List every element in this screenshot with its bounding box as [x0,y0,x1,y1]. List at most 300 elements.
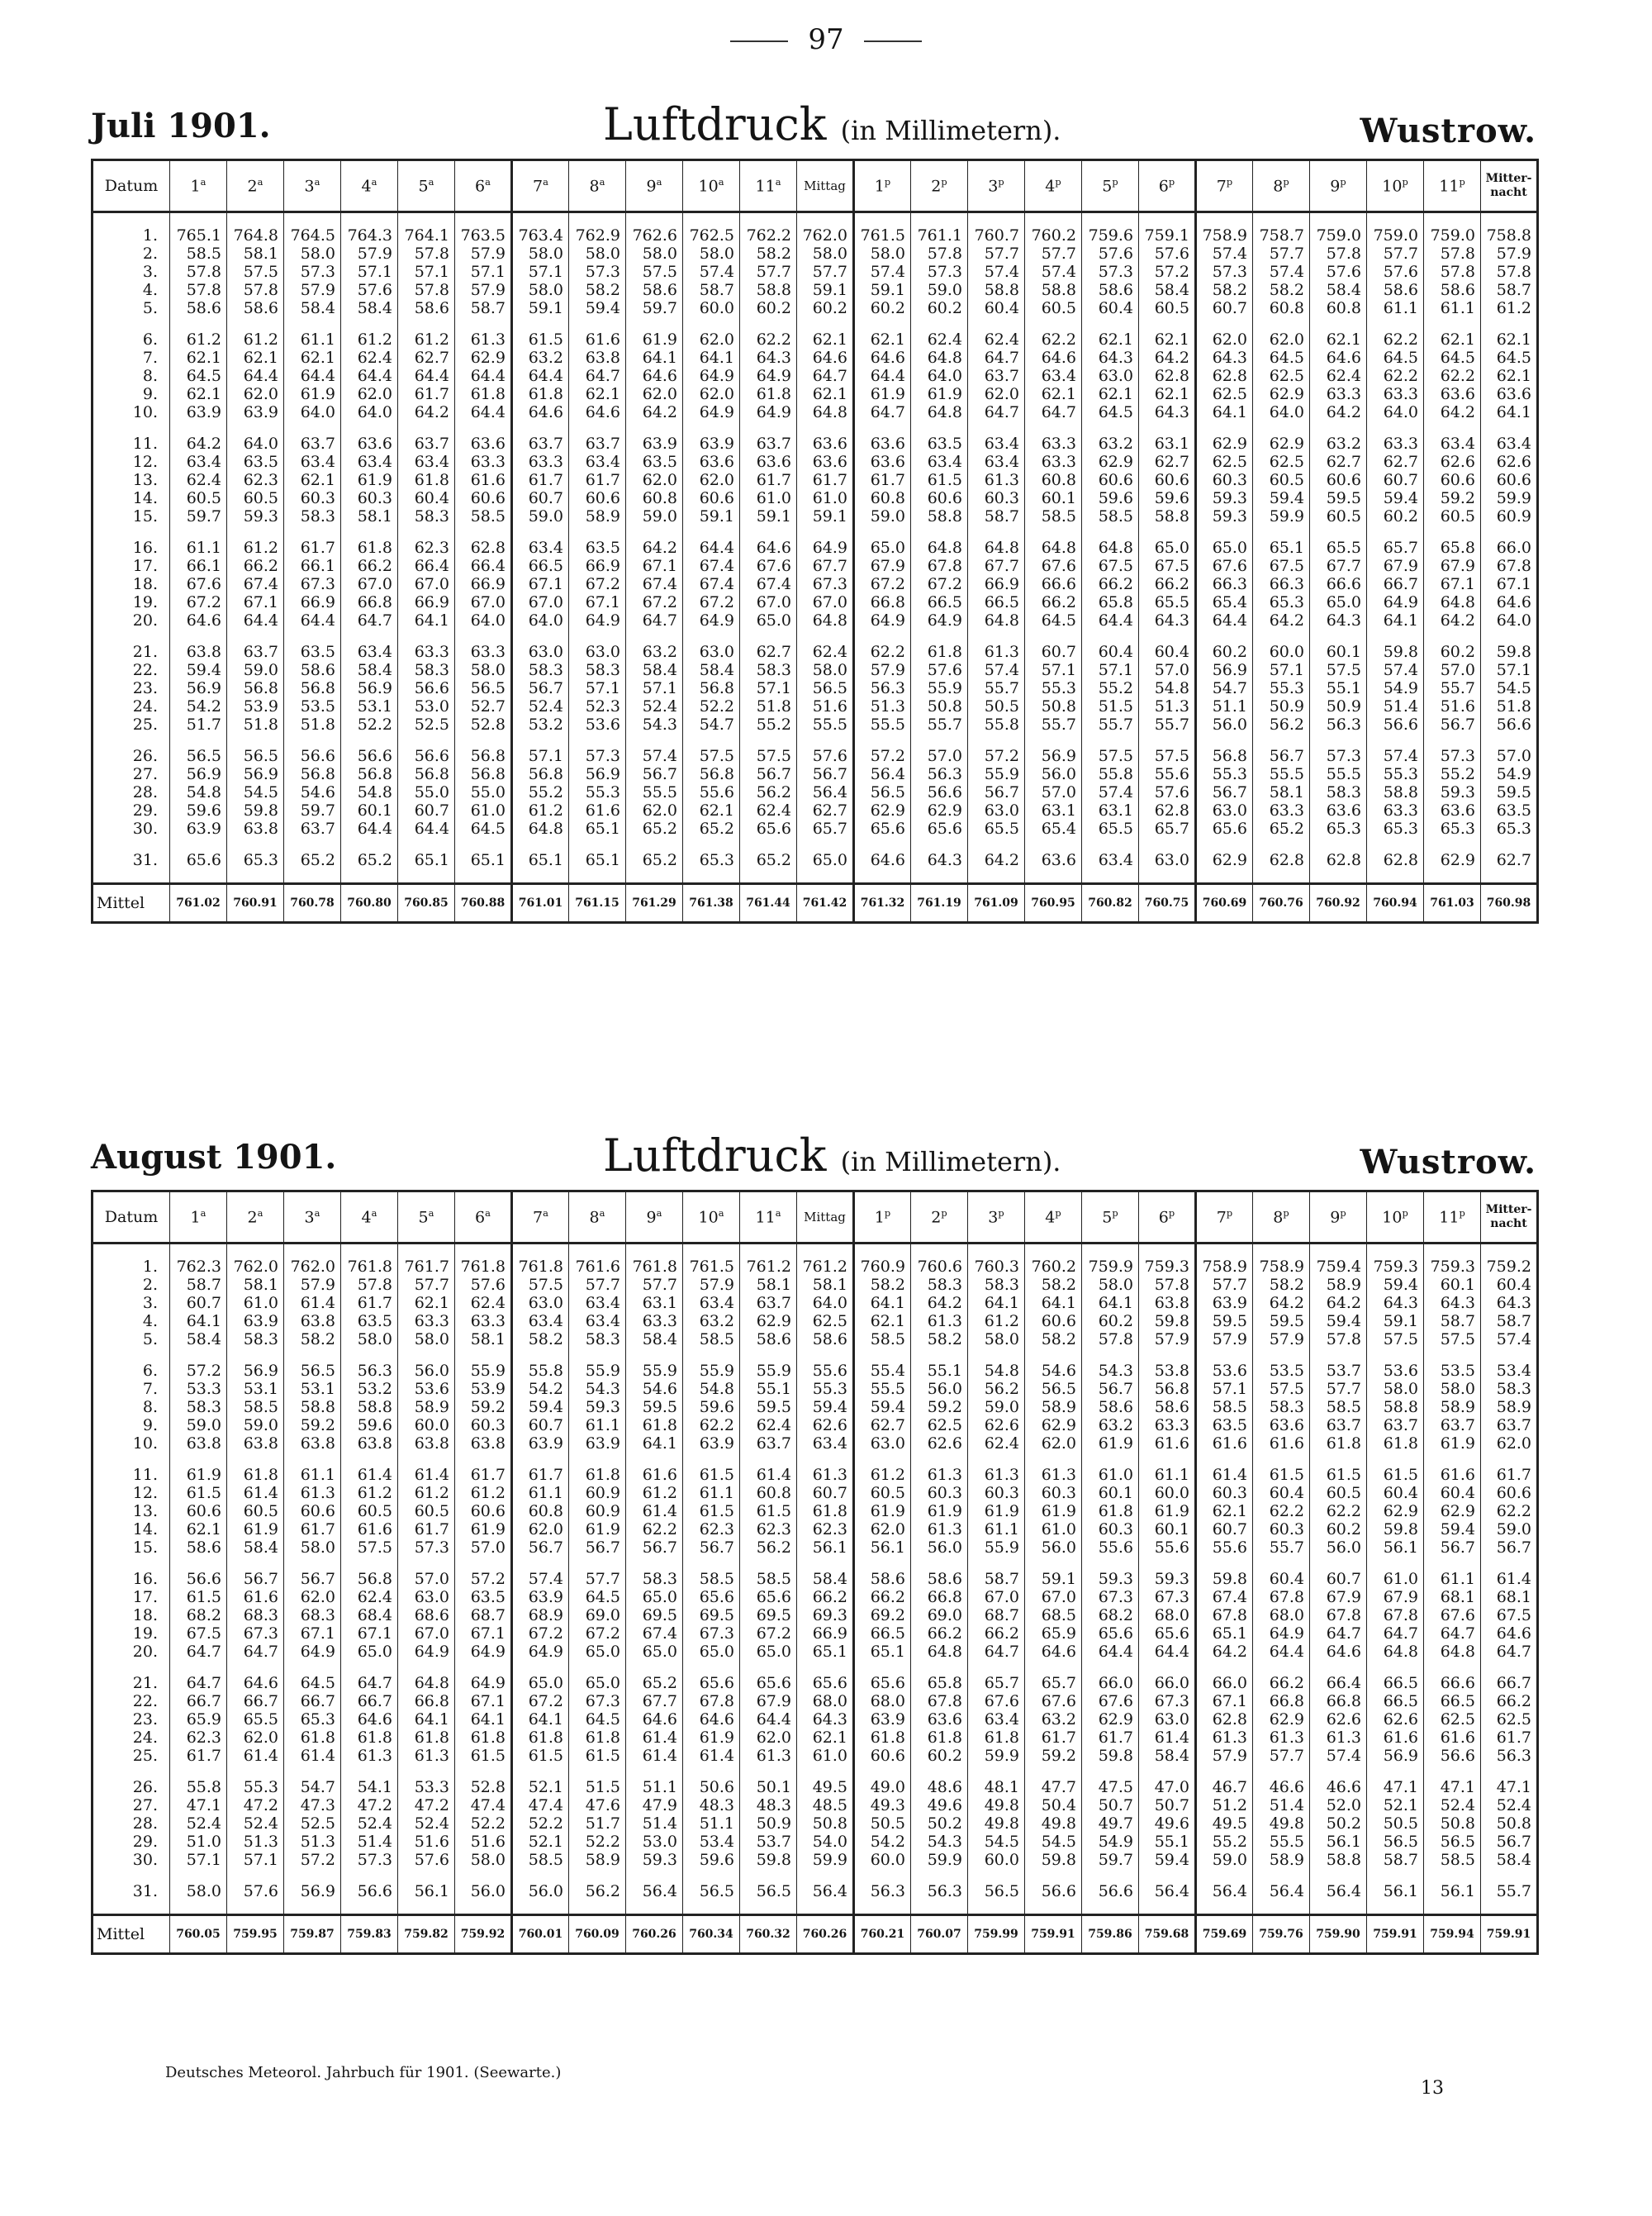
pressure-cell: 64.3 [797,1710,854,1729]
pressure-cell: 55.3 [1196,765,1253,783]
pressure-cell: 64.7 [170,1674,227,1692]
column-header-hour: 10$^p$ [1367,1191,1424,1244]
pressure-cell: 64.2 [1310,1294,1367,1312]
pressure-cell: 62.0 [1196,330,1253,349]
pressure-cell: 56.6 [170,1570,227,1588]
pressure-cell: 59.7 [170,507,227,525]
pressure-cell: 66.9 [797,1624,854,1643]
pressure-cell: 64.4 [1082,1643,1139,1661]
pressure-cell: 55.6 [797,1362,854,1380]
pressure-cell: 54.8 [170,783,227,801]
pressure-cell: 64.0 [455,611,512,630]
pressure-cell: 59.1 [1367,1312,1424,1330]
pressure-cell: 59.4 [512,1398,569,1416]
pressure-cell: 50.2 [1310,1814,1367,1833]
pressure-cell: 65.5 [968,820,1025,838]
pressure-cell: 64.0 [911,367,968,385]
pressure-cell: 47.1 [1481,1778,1538,1796]
pressure-cell: 57.4 [1367,661,1424,679]
pressure-cell: 49.7 [1082,1814,1139,1833]
pressure-cell: 56.2 [968,1380,1025,1398]
pressure-cell: 58.6 [1367,281,1424,299]
pressure-cell: 56.5 [683,1882,740,1900]
day-label: 9. [93,1416,170,1434]
pressure-cell: 59.6 [1082,489,1139,507]
pressure-cell: 64.2 [1196,1643,1253,1661]
column-header-hour: 6$^p$ [1139,160,1196,212]
pressure-cell: 60.4 [398,489,455,507]
pressure-cell: 58.7 [683,281,740,299]
pressure-cell: 56.4 [854,765,911,783]
table-row [93,575,1538,593]
mean-cell: 761.29 [626,884,683,923]
pressure-cell: 66.8 [341,593,398,611]
pressure-cell: 49.6 [1139,1814,1196,1833]
mean-cell: 759.76 [1253,1915,1310,1954]
pressure-cell: 56.2 [569,1882,626,1900]
table-row [93,1330,1538,1348]
pressure-cell: 55.6 [1082,1538,1139,1557]
pressure-cell: 61.7 [1082,1729,1139,1747]
pressure-cell: 61.2 [398,1484,455,1502]
pressure-cell: 64.7 [227,1643,284,1661]
pressure-cell: 63.3 [1367,801,1424,820]
pressure-cell: 54.8 [1139,679,1196,697]
pressure-cell: 55.5 [854,716,911,734]
pressure-cell: 61.7 [1481,1466,1538,1484]
pressure-cell: 46.6 [1310,1778,1367,1796]
pressure-cell: 763.5 [455,226,512,245]
pressure-cell: 56.0 [1025,765,1082,783]
pressure-cell: 57.9 [1481,245,1538,263]
pressure-cell: 58.4 [170,1330,227,1348]
pressure-cell: 65.2 [740,851,797,869]
pressure-cell: 60.1 [341,801,398,820]
column-header-hour: 11$^p$ [1424,160,1481,212]
pressure-cell: 53.8 [1139,1362,1196,1380]
pressure-cell: 65.7 [1367,539,1424,557]
pressure-cell: 64.2 [170,435,227,453]
pressure-cell: 64.8 [968,611,1025,630]
pressure-cell: 63.3 [626,1312,683,1330]
pressure-cell: 62.4 [740,1416,797,1434]
day-label: 29. [93,801,170,820]
pressure-cell: 59.4 [1253,489,1310,507]
mean-cell: 761.03 [1424,884,1481,923]
pressure-cell: 54.5 [1481,679,1538,697]
pressure-cell: 56.9 [341,679,398,697]
pressure-cell: 63.5 [569,539,626,557]
mean-row [93,884,1538,923]
pressure-cell: 63.5 [1481,801,1538,820]
pressure-cell: 63.8 [284,1312,341,1330]
pressure-cell: 67.6 [170,575,227,593]
pressure-cell: 52.8 [455,1778,512,1796]
pressure-cell: 64.2 [1424,611,1481,630]
pressure-cell: 57.4 [1082,783,1139,801]
pressure-cell: 66.6 [1424,1674,1481,1692]
pressure-cell: 57.5 [227,263,284,281]
pressure-cell: 55.1 [1310,679,1367,697]
pressure-cell: 61.3 [455,330,512,349]
pressure-cell: 64.4 [341,820,398,838]
pressure-cell: 66.5 [512,557,569,575]
pressure-cell: 65.4 [1196,593,1253,611]
pressure-cell: 65.6 [683,1674,740,1692]
month-title: August 1901. [91,1138,337,1177]
pressure-cell: 63.3 [1310,385,1367,403]
pressure-cell: 65.2 [626,851,683,869]
pressure-cell: 57.4 [1196,245,1253,263]
pressure-cell: 65.6 [683,1588,740,1606]
pressure-cell: 56.3 [854,1882,911,1900]
pressure-cell: 61.5 [740,1502,797,1520]
pressure-cell: 64.9 [284,1643,341,1661]
pressure-cell: 62.1 [1082,330,1139,349]
pressure-cell: 56.6 [398,679,455,697]
pressure-cell: 58.0 [455,1851,512,1869]
pressure-cell: 51.7 [569,1814,626,1833]
pressure-cell: 47.1 [1367,1778,1424,1796]
pressure-cell: 67.1 [284,1624,341,1643]
pressure-cell: 60.7 [398,801,455,820]
pressure-cell: 55.9 [968,1538,1025,1557]
pressure-cell: 64.1 [1481,403,1538,421]
pressure-cell: 57.9 [1253,1330,1310,1348]
pressure-cell: 69.3 [797,1606,854,1624]
pressure-cell: 57.4 [854,263,911,281]
pressure-cell: 47.5 [1082,1778,1139,1796]
pressure-cell: 67.6 [1196,557,1253,575]
day-label: 26. [93,747,170,765]
pressure-cell: 63.0 [512,643,569,661]
pressure-cell: 59.3 [1196,489,1253,507]
pressure-cell: 61.3 [1196,1729,1253,1747]
pressure-cell: 61.8 [1310,1434,1367,1453]
pressure-cell: 65.1 [797,1643,854,1661]
pressure-cell: 63.3 [398,643,455,661]
column-header-hour: 8$^a$ [569,1191,626,1244]
pressure-cell: 66.2 [1025,593,1082,611]
pressure-cell: 63.3 [1025,453,1082,471]
pressure-cell: 61.8 [512,1729,569,1747]
pressure-cell: 62.1 [683,801,740,820]
pressure-cell: 59.7 [626,299,683,317]
pressure-cell: 58.4 [1139,1747,1196,1765]
pressure-cell: 58.9 [1424,1398,1481,1416]
column-header-hour: 11$^p$ [1424,1191,1481,1244]
pressure-cell: 64.3 [911,851,968,869]
pressure-cell: 65.3 [227,851,284,869]
pressure-cell: 55.0 [398,783,455,801]
pressure-cell: 61.7 [341,1294,398,1312]
pressure-cell: 49.0 [854,1778,911,1796]
mean-cell: 760.69 [1196,884,1253,923]
pressure-cell: 65.5 [1310,539,1367,557]
table-row [93,593,1538,611]
pressure-cell: 59.4 [854,1398,911,1416]
pressure-cell: 57.1 [512,747,569,765]
pressure-cell: 63.6 [1025,851,1082,869]
pressure-cell: 60.1 [1310,643,1367,661]
pressure-cell: 67.0 [341,575,398,593]
pressure-cell: 57.7 [626,1276,683,1294]
pressure-cell: 58.3 [284,507,341,525]
day-label: 2. [93,245,170,263]
pressure-cell: 59.3 [569,1398,626,1416]
day-label: 20. [93,1643,170,1661]
pressure-cell: 62.9 [854,801,911,820]
pressure-cell: 60.5 [398,1502,455,1520]
pressure-cell: 59.9 [797,1851,854,1869]
pressure-cell: 67.4 [227,575,284,593]
column-header-date: Datum [93,1191,170,1244]
pressure-cell: 62.4 [797,643,854,661]
table-row [93,1692,1538,1710]
pressure-cell: 57.2 [170,1362,227,1380]
table-row [93,643,1538,661]
pressure-cell: 65.0 [512,1674,569,1692]
pressure-cell: 60.4 [968,299,1025,317]
pressure-cell: 56.5 [797,679,854,697]
pressure-cell: 60.0 [1253,643,1310,661]
pressure-cell: 48.6 [911,1778,968,1796]
pressure-cell: 65.0 [1196,539,1253,557]
pressure-cell: 59.8 [1367,643,1424,661]
mean-cell: 761.15 [569,884,626,923]
pressure-cell: 60.6 [1139,471,1196,489]
pressure-cell: 61.3 [341,1747,398,1765]
pressure-cell: 61.5 [512,1747,569,1765]
pressure-cell: 62.2 [1025,330,1082,349]
pressure-cell: 58.4 [1481,1851,1538,1869]
pressure-cell: 55.3 [797,1380,854,1398]
pressure-cell: 760.7 [968,226,1025,245]
pressure-cell: 57.6 [1367,263,1424,281]
pressure-cell: 63.5 [284,643,341,661]
pressure-cell: 61.8 [1082,1502,1139,1520]
pressure-cell: 65.9 [170,1710,227,1729]
pressure-cell: 60.8 [512,1502,569,1520]
pressure-cell: 61.8 [284,1729,341,1747]
pressure-cell: 61.5 [512,330,569,349]
pressure-cell: 59.0 [1196,1851,1253,1869]
pressure-cell: 51.1 [1196,697,1253,716]
mean-cell: 760.09 [569,1915,626,1954]
pressure-cell: 59.2 [455,1398,512,1416]
pressure-cell: 59.0 [626,507,683,525]
pressure-cell: 53.5 [284,697,341,716]
pressure-cell: 64.3 [1367,1294,1424,1312]
pressure-cell: 59.4 [797,1398,854,1416]
pressure-cell: 61.8 [911,1729,968,1747]
pressure-cell: 58.5 [740,1570,797,1588]
pressure-cell: 67.2 [854,575,911,593]
pressure-cell: 57.1 [341,263,398,281]
pressure-cell: 60.8 [1310,299,1367,317]
pressure-cell: 60.6 [455,489,512,507]
pressure-cell: 58.6 [170,299,227,317]
pressure-cell: 61.1 [569,1416,626,1434]
pressure-cell: 62.8 [1196,367,1253,385]
pressure-cell: 61.0 [797,489,854,507]
column-header-hour: Mitter-nacht [1481,160,1538,212]
day-label: 12. [93,453,170,471]
pressure-cell: 57.5 [341,1538,398,1557]
pressure-cell: 63.3 [455,1312,512,1330]
pressure-cell: 57.9 [854,661,911,679]
pressure-cell: 54.8 [341,783,398,801]
table-row [93,1710,1538,1729]
mean-cell: 759.68 [1139,1915,1196,1954]
pressure-cell: 61.9 [854,385,911,403]
pressure-cell: 62.6 [911,1434,968,1453]
pressure-cell: 64.1 [1025,1294,1082,1312]
pressure-cell: 63.8 [170,1434,227,1453]
pressure-cell: 65.0 [1310,593,1367,611]
pressure-cell: 63.4 [569,453,626,471]
table-row [93,403,1538,421]
pressure-cell: 50.1 [740,1778,797,1796]
pressure-cell: 64.1 [683,349,740,367]
pressure-cell: 58.2 [1253,1276,1310,1294]
pressure-cell: 64.7 [797,367,854,385]
pressure-cell: 68.5 [1025,1606,1082,1624]
day-label: 13. [93,1502,170,1520]
pressure-cell: 56.3 [1310,716,1367,734]
pressure-cell: 52.0 [1310,1796,1367,1814]
pressure-cell: 55.7 [968,679,1025,697]
column-header-hour: 5$^a$ [398,1191,455,1244]
pressure-cell: 61.2 [398,330,455,349]
pressure-cell: 57.7 [569,1276,626,1294]
pressure-cell: 58.8 [911,507,968,525]
pressure-cell: 52.2 [455,1814,512,1833]
pressure-cell: 62.0 [683,471,740,489]
pressure-cell: 55.9 [740,1362,797,1380]
pressure-cell: 52.1 [512,1778,569,1796]
pressure-cell: 52.4 [170,1814,227,1833]
pressure-cell: 56.1 [1310,1833,1367,1851]
pressure-cell: 64.4 [740,1710,797,1729]
table-title: Luftdruck (in Millimetern). [603,98,1061,150]
pressure-cell: 55.2 [1196,1833,1253,1851]
pressure-cell: 62.1 [797,385,854,403]
pressure-cell: 66.2 [797,1588,854,1606]
pressure-cell: 47.4 [455,1796,512,1814]
pressure-cell: 55.8 [1082,765,1139,783]
pressure-cell: 56.8 [284,679,341,697]
pressure-cell: 55.7 [911,716,968,734]
pressure-cell: 63.7 [1310,1416,1367,1434]
pressure-cell: 67.2 [626,593,683,611]
pressure-cell: 59.4 [569,299,626,317]
pressure-cell: 65.0 [740,611,797,630]
pressure-cell: 64.9 [683,611,740,630]
pressure-cell: 54.7 [1196,679,1253,697]
pressure-cell: 58.2 [911,1330,968,1348]
table-row [93,1484,1538,1502]
mean-cell: 760.98 [1481,884,1538,923]
pressure-cell: 64.0 [512,611,569,630]
pressure-cell: 56.6 [911,783,968,801]
pressure-cell: 67.6 [1082,1692,1139,1710]
pressure-cell: 62.1 [284,471,341,489]
pressure-cell: 57.4 [626,747,683,765]
pressure-cell: 63.0 [1196,801,1253,820]
pressure-cell: 61.4 [284,1747,341,1765]
pressure-cell: 56.0 [455,1882,512,1900]
pressure-cell: 61.4 [341,1466,398,1484]
pressure-cell: 56.7 [1481,1833,1538,1851]
pressure-cell: 57.8 [170,263,227,281]
pressure-cell: 55.4 [854,1362,911,1380]
pressure-cell: 61.9 [1082,1434,1139,1453]
pressure-cell: 58.9 [569,507,626,525]
pressure-cell: 53.9 [455,1380,512,1398]
pressure-cell: 68.3 [284,1606,341,1624]
pressure-cell: 64.7 [1424,1624,1481,1643]
pressure-cell: 63.7 [1367,1416,1424,1434]
pressure-cell: 61.9 [569,1520,626,1538]
pressure-cell: 60.8 [854,489,911,507]
pressure-cell: 54.6 [626,1380,683,1398]
pressure-cell: 60.3 [1196,471,1253,489]
pressure-cell: 56.9 [284,1882,341,1900]
pressure-cell: 56.8 [683,679,740,697]
pressure-cell: 61.1 [1424,299,1481,317]
pressure-cell: 57.0 [1139,661,1196,679]
pressure-cell: 59.3 [227,507,284,525]
pressure-cell: 65.2 [284,851,341,869]
pressure-cell: 54.9 [1367,679,1424,697]
pressure-cell: 67.3 [1139,1692,1196,1710]
pressure-cell: 56.4 [1253,1882,1310,1900]
mean-cell: 760.07 [911,1915,968,1954]
pressure-cell: 67.6 [740,557,797,575]
pressure-cell: 58.6 [1139,1398,1196,1416]
pressure-cell: 56.7 [626,765,683,783]
pressure-cell: 50.9 [740,1814,797,1833]
pressure-cell: 68.2 [1082,1606,1139,1624]
pressure-cell: 61.9 [170,1466,227,1484]
mean-cell: 761.02 [170,884,227,923]
pressure-cell: 58.5 [1424,1851,1481,1869]
pressure-cell: 60.3 [911,1484,968,1502]
pressure-cell: 56.2 [1253,716,1310,734]
day-label: 16. [93,1570,170,1588]
pressure-cell: 58.4 [626,661,683,679]
mean-cell: 759.82 [398,1915,455,1954]
pressure-cell: 67.2 [569,575,626,593]
pressure-cell: 62.6 [1424,453,1481,471]
pressure-cell: 64.9 [740,403,797,421]
pressure-cell: 60.4 [1367,1484,1424,1502]
pressure-cell: 56.5 [455,679,512,697]
pressure-cell: 61.2 [854,1466,911,1484]
pressure-cell: 65.6 [740,1674,797,1692]
pressure-cell: 54.3 [911,1833,968,1851]
pressure-cell: 53.6 [569,716,626,734]
pressure-cell: 63.1 [1139,435,1196,453]
pressure-cell: 60.7 [1367,471,1424,489]
pressure-cell: 56.4 [1139,1882,1196,1900]
pressure-cell: 57.1 [1025,661,1082,679]
pressure-cell: 60.0 [398,1416,455,1434]
pressure-cell: 65.6 [1139,1624,1196,1643]
table-row [93,539,1538,557]
pressure-cell: 67.7 [626,1692,683,1710]
